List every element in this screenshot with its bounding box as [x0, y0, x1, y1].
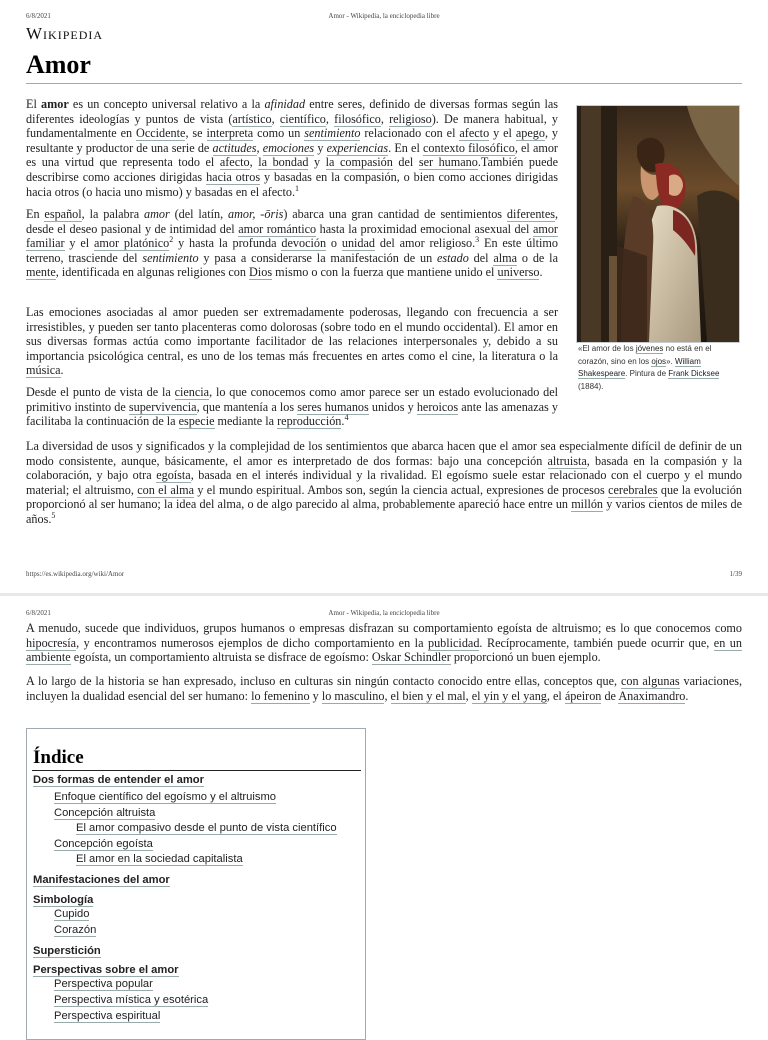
link-frank-dicksee[interactable]: Frank Dicksee: [668, 369, 720, 378]
toc-item[interactable]: Dos formas de entender el amor: [33, 774, 204, 786]
page-separator: [0, 593, 768, 596]
link-ojos[interactable]: ojos: [651, 356, 667, 366]
toc-item[interactable]: Perspectiva mística y esotérica: [54, 994, 209, 1006]
link-jovenes[interactable]: jóvenes: [635, 344, 664, 353]
link-egoista[interactable]: egoísta: [156, 468, 191, 483]
link-mente[interactable]: mente: [26, 265, 56, 280]
link-sentimiento[interactable]: sentimiento: [304, 126, 361, 141]
toc-item[interactable]: Perspectivas sobre el amor: [33, 964, 179, 976]
ref-1[interactable]: 1: [295, 183, 300, 193]
body-paragraph-6: A menudo, sucede que individuos, grupos humanos o empresas disfrazan su comportamiento egoísta de altruismo; es lo que conocemos como hipocresía, y encontramos numerosos ejemplos de dicho comportamiento en la publicidad. Recíprocamente, también puede ocurrir que, en un ambiente egoísta, un comportamiento altruista se disfrace de egoísmo: Oskar Schindler proporcionó un buen ejemplo.: [26, 621, 742, 665]
ref-2[interactable]: 2: [169, 235, 174, 245]
link-ser-humano[interactable]: ser humano: [418, 155, 478, 170]
link-altruista[interactable]: altruista: [547, 453, 587, 468]
link-afecto-2[interactable]: afecto: [219, 155, 250, 170]
link-en-un-ambiente[interactable]: en un ambiente: [26, 635, 742, 665]
link-ciencia[interactable]: ciencia: [174, 385, 210, 399]
link-experiencias[interactable]: experiencias: [326, 140, 389, 155]
link-con-algunas[interactable]: con algunas: [620, 674, 680, 688]
intro-paragraph-3: Las emociones asociadas al amor pueden ser extremadamente poderosas, llegando con frecuencia a ser irresistibles, y pueden ser tanto placenteras como dolorosas (sobre todo en el mundo occidental). El amor en sus diversas formas actúa como importante facilitador de las relaciones interpersonales y, debido a su importancia psicológica central, es uno de los temas más frecuentes en artes como el cine, la literatura o la música.: [26, 305, 558, 378]
body-paragraph-7: A lo largo de la historia se han expresado, incluso en culturas sin ningún contacto conocido entre ellas, conceptos que, con algunas variaciones, incluyen la dualidad esencial del ser humano: lo femenino y lo masculino, el bien y el mal, el yin y el yang, el ápeiron de Anaximandro.: [26, 674, 743, 703]
link-cientifico[interactable]: científico: [279, 111, 326, 126]
link-lo-femenino[interactable]: lo femenino: [251, 688, 310, 703]
link-cerebrales[interactable]: cerebrales: [608, 482, 658, 497]
toc-item[interactable]: Concepción egoísta: [54, 838, 153, 850]
toc-item[interactable]: El amor compasivo desde el punto de vista científico: [76, 822, 337, 834]
link-diferentes[interactable]: diferentes: [506, 207, 555, 221]
romeo-and-juliet-painting[interactable]: [576, 105, 740, 343]
toc-item[interactable]: Simbología: [33, 894, 94, 906]
link-afecto[interactable]: afecto: [459, 126, 490, 141]
print-date: 6/8/2021: [26, 12, 51, 20]
ref-5[interactable]: 5: [51, 510, 56, 520]
link-unidad[interactable]: unidad: [341, 236, 376, 251]
link-anaximandro[interactable]: Anaximandro: [618, 688, 686, 703]
painting-image: [577, 106, 739, 342]
link-yin-yang[interactable]: el yin y el yang: [471, 688, 547, 703]
link-especie[interactable]: especie: [178, 414, 215, 429]
print-url: https://es.wikipedia.org/wiki/Amor: [26, 570, 125, 578]
ref-4[interactable]: 4: [344, 413, 349, 423]
link-dios[interactable]: Dios: [249, 265, 273, 280]
link-supervivencia[interactable]: supervivencia: [128, 399, 197, 414]
link-bondad[interactable]: la bondad: [258, 155, 309, 170]
link-musica[interactable]: música: [26, 363, 61, 378]
toc-item[interactable]: Superstición: [33, 945, 101, 957]
toc-item[interactable]: Manifestaciones del amor: [33, 874, 170, 886]
intro-paragraph-5: La diversidad de usos y significados y la complejidad de los sentimientos que abarca hacen que el amor sea especialmente difícil de definir de un modo consistente, aunque, básicamente, el amor es interpretado de dos formas: bajo una concepción altruista, basada en la compasión y la colaboración, y bajo otra egoísta, basada en el interés individual y la rivalidad. El egoísmo suele estar relacionado con el cuerpo y el mundo material; el altruismo, con el alma y el mundo espiritual. Ambos son, según la ciencia actual, expresiones de procesos cerebrales que la evolución proporcionó al ser humano; la idea del alma, o de algo parecido al alma, probablemente apareció hace entre un millón y varios cientos de miles de años.$^5$: [26, 439, 743, 526]
link-alma[interactable]: alma: [493, 250, 518, 265]
toc-item[interactable]: Perspectiva espiritual: [54, 1010, 161, 1022]
link-lo-masculino[interactable]: lo masculino: [321, 688, 385, 703]
link-apego[interactable]: apego: [515, 126, 545, 141]
link-actitudes[interactable]: actitudes: [212, 140, 257, 155]
link-reproduccion[interactable]: reproducción: [277, 414, 342, 429]
toc-item[interactable]: El amor en la sociedad capitalista: [76, 853, 243, 865]
link-religioso[interactable]: religioso: [389, 111, 432, 126]
print-page-number: 1/39: [729, 570, 742, 578]
link-william-shakespeare[interactable]: William Shakespeare: [578, 356, 701, 378]
wikipedia-logo[interactable]: Wikipedia: [26, 24, 104, 43]
link-amor-platonico[interactable]: amor platónico: [94, 236, 170, 251]
painting-caption: «El amor de los jóvenes no está en el corazón, sino en los ojos». William Shakespeare. Pintura de Frank Dicksee (1884).: [578, 344, 720, 391]
link-bien-y-mal[interactable]: el bien y el mal: [390, 688, 466, 703]
link-hipocresia[interactable]: hipocresía: [26, 635, 77, 650]
link-oskar-schindler[interactable]: Oskar Schindler: [371, 650, 451, 665]
toc-item[interactable]: Perspectiva popular: [54, 978, 153, 990]
link-compasion[interactable]: la compasión: [325, 155, 393, 170]
link-devocion[interactable]: devoción: [281, 236, 327, 251]
link-occidente[interactable]: Occidente: [136, 126, 186, 141]
link-con-el-alma[interactable]: con el alma: [137, 482, 195, 497]
intro-paragraph-1: El amor es un concepto universal relativo a la afinidad entre seres, definido de diversas formas según las diferentes ideologías y puntos de vista (artístico, científico, filosófico, religioso). De manera habitual, y fundamentalmente en Occidente, se interpreta como un sentimiento relacionado con el afecto y el apego, y resultante y productor de una serie de actitudes, emociones y experiencias. En el contexto filosófico, el amor es una virtud que representa todo el afecto, la bondad y la compasión del ser humano.También puede describirse como acciones dirigidas hacia otros y basadas en la compasión, o bien como acciones dirigidas hacia otros (o hacia uno mismo) y basadas en el afecto.$^1$: [26, 97, 559, 199]
link-hacia-otros[interactable]: hacia otros: [206, 169, 261, 184]
link-amor-familiar[interactable]: amor familiar: [26, 221, 558, 251]
page-title: Amor: [26, 50, 742, 84]
link-apeiron[interactable]: ápeiron: [564, 688, 602, 703]
link-millon[interactable]: millón: [571, 497, 604, 512]
toc-title: Índice: [33, 747, 84, 768]
link-espanol[interactable]: español: [44, 207, 82, 221]
toc-item[interactable]: Concepción altruista: [54, 807, 156, 819]
link-heroicos[interactable]: heroicos: [416, 399, 459, 414]
link-interpreta[interactable]: interpreta: [206, 126, 254, 141]
print-date-2: 6/8/2021: [26, 609, 51, 617]
link-seres-humanos[interactable]: seres humanos: [297, 399, 369, 414]
link-amor-romantico[interactable]: amor romántico: [238, 221, 317, 236]
toc-item[interactable]: Corazón: [54, 924, 97, 936]
print-title-2: Amor - Wikipedia, la enciclopedia libre: [328, 609, 440, 617]
link-contexto-filosofico[interactable]: contexto filosófico: [422, 140, 515, 155]
link-filosofico[interactable]: filosófico: [334, 111, 381, 126]
intro-paragraph-2: En español, la palabra amor (del latín, amor, -ōris) abarca una gran cantidad de sentimientos diferentes, desde el deseo pasional y de intimidad del amor romántico hasta la proximidad emocional asexual del amor familiar y el amor platónico$^2$ y hasta la profunda devoción o unidad del amor religioso.$^3$ En este último terreno, trasciende del sentimiento y pasa a considerarse la manifestación de un estado del alma o de la mente, identificada en algunas religiones con Dios mismo o con la fuerza que mantiene unido el universo.: [26, 207, 559, 280]
link-publicidad[interactable]: publicidad: [427, 635, 480, 650]
intro-paragraph-4: Desde el punto de vista de la ciencia, lo que conocemos como amor parece ser un estado evolucionado del primitivo instinto de supervivencia, que mantenía a los seres humanos unidos y heroicos ante las amenazas y facilitaba la continuación de la especie mediante la reproducción.$^4$: [26, 385, 559, 429]
toc-item[interactable]: Cupido: [54, 908, 90, 920]
ref-3[interactable]: 3: [475, 235, 480, 245]
toc-item[interactable]: Enfoque científico del egoísmo y el altruismo: [54, 791, 277, 803]
link-artistico[interactable]: artístico: [232, 111, 272, 126]
table-of-contents: [26, 728, 366, 1040]
link-universo[interactable]: universo: [497, 265, 540, 280]
link-emociones[interactable]: emociones: [262, 140, 315, 155]
print-title: Amor - Wikipedia, la enciclopedia libre: [328, 12, 440, 20]
toc-divider: [32, 770, 361, 771]
